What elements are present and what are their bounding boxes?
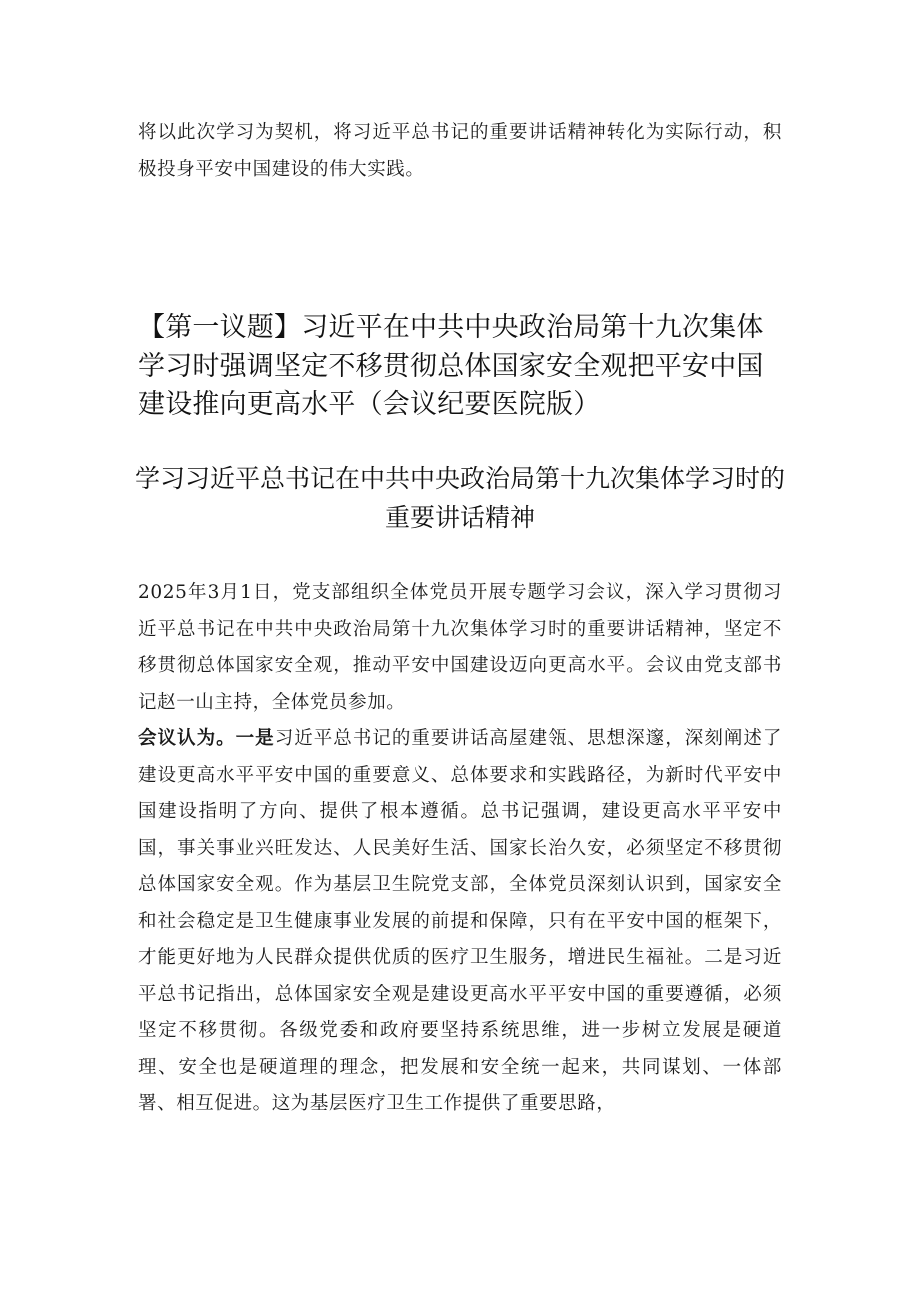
document-title: 【第一议题】习近平在中共中央政治局第十九次集体学习时强调坚定不移贯彻总体国家安全观把平安中国建设推向更高水平（会议纪要医院版）	[138, 312, 764, 420]
meeting-conclusion-body: 习近平总书记的重要讲话高屋建瓴、思想深邃，深刻阐述了建设更高水平平安中国的重要意义、总体要求和实践路径，为新时代平安中国建设指明了方向、提供了根本遵循。总书记强调，建设更高水平平安中国，事关事业兴旺发达、人民美好生活、国家长治久安，必须坚定不移贯彻总体国家安全观。作为基层卫生院党支部，全体党员深刻认识到，国家安全和社会稳定是卫生健康事业发展的前提和保障，只有在平安中国的框架下，才能更好地为人民群众提供优质的医疗卫生服务，增进民生福祉。二是习近平总书记指出，总体国家安全观是建设更高水平平安中国的重要遵循，必须坚定不移贯彻。各级党委和政府要坚持系统思维，进一步树立发展是硬道理、安全也是硬道理的理念，把发展和安全统一起来，共同谋划、一体部署、相互促进。这为基层医疗卫生工作提供了重要思路，	[138, 728, 782, 1114]
document-subtitle: 学习习近平总书记在中共中央政治局第十九次集体学习时的重要讲话精神	[134, 464, 785, 532]
meeting-conclusion-lead: 会议认为。一是	[138, 728, 275, 749]
meeting-date-paragraph: 2025年3月1日，党支部组织全体党员开展专题学习会议，深入学习贯彻习近平总书记在中共中央政治局第十九次集体学习时的重要讲话精神，坚定不移贯彻总体国家安全观，推动平安中国建设迈向更高水平。会议由党支部书记赵一山主持，全体党员参加。	[138, 582, 782, 713]
intro-paragraph: 将以此次学习为契机，将习近平总书记的重要讲话精神转化为实际行动，积极投身平安中国建设的伟大实践。	[138, 122, 782, 180]
meeting-conclusion-paragraph	[138, 721, 782, 1123]
